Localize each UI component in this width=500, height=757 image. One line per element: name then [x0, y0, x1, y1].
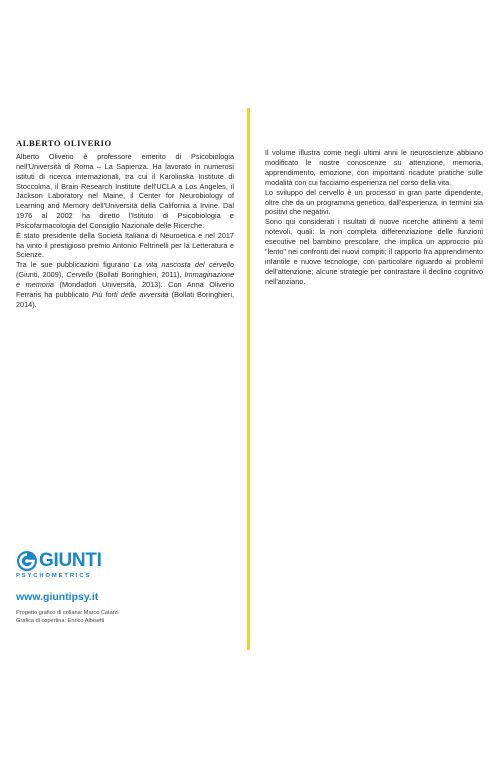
author-section: [16, 138, 234, 310]
author-name: ALBERTO OLIVERIO: [16, 138, 112, 148]
giunti-logo-icon: [16, 550, 38, 572]
book-title: Più forti delle avversità: [91, 289, 169, 299]
bio-paragraph-2: È stato presidente della Società Italiana di Neuroetica e nel 2017 ha vinto il prestigioso premio Antonio Feltrinelli per la Letteratura e Scienze.: [16, 230, 234, 260]
website-link[interactable]: www.giuntipsy.it: [16, 591, 99, 603]
giunti-logo: [16, 550, 236, 572]
blurb-paragraph-2: Lo sviluppo del cervello è un processo in gran parte dipendente, oltre che da un programma genetico, dall'esperienza, in termini sia positivi che negativi.: [265, 187, 483, 217]
series-design-credit: Progetto grafico di collana: Marco Catarzi: [16, 610, 119, 616]
bio-text: Tra le sue pubblicazioni figurano: [16, 260, 134, 270]
bio-text: (Giunti, 2009),: [16, 270, 67, 280]
blurb-paragraph-1: Il volume illustra come negli ultimi anni le neuroscienze abbiano modificato le nostre conoscenze su attenzione, memoria, apprendimento, emozione, con importanti ricadute pratiche sulle modalità con cui facciamo esperienza nel corso della vita.: [265, 148, 483, 187]
design-credits: [16, 609, 236, 625]
logo-subtitle: PSYCHOMETRICS: [16, 573, 92, 579]
author-bio: [16, 152, 234, 310]
bio-text: (Bollati Boringhieri, 2011),: [93, 270, 185, 280]
book-blurb: [265, 148, 483, 287]
bio-text: (Mondadori Università, 2013). Con Anna Oliverio Ferraris ha pubblicato: [16, 279, 234, 299]
bio-paragraph-3: [16, 260, 234, 309]
book-title: Immaginazione e memoria: [16, 270, 234, 289]
book-title: La vita nascosta del cervello: [133, 260, 234, 270]
publisher-block: [16, 550, 236, 625]
book-title: Cervello: [66, 270, 94, 280]
logo-wordmark: GIUNTI: [39, 550, 102, 571]
bio-paragraph-1: Alberto Oliverio è professore emerito di Psicobiologia nell'Università di Roma – La Sapienza. Ha lavorato in numerosi istituti di ricerca internazionali, tra cui il Karolinska Institute di Stoccolma, il Brain Research Institute dell'UCLA a Los Angeles, il Jackson Laboratory nel Maine, il Center for Neurobiology of Learning and Memory dell'Università della California a Irvine. Dal 1976 al 2002 ha diretto l'Istituto di Psicobiologia e Psicofarmacologia del Consiglio Nazionale delle Ricerche.: [16, 152, 234, 230]
cover-design-credit: Grafica di copertina: Enrico Albisetti: [16, 618, 105, 624]
blurb-paragraph-3: Sono qui considerati i risultati di nuove ricerche attinenti a temi notevoli, quali: la non completa differenziazione delle funzioni esecutive nel bambino prescolare, che implica un approccio più "lento" nei confronti dei nuovi compiti; il rapporto fra apprendimento infantile e nuove tecnologie, con particolare riguardo ai problemi dell'attenzione; alcune strategie per contrastare il declino cognitivo nell'anziano.: [265, 217, 483, 286]
bio-text: (Bollati Boringhieri, 2014).: [16, 289, 234, 309]
yellow-divider: [247, 108, 250, 650]
